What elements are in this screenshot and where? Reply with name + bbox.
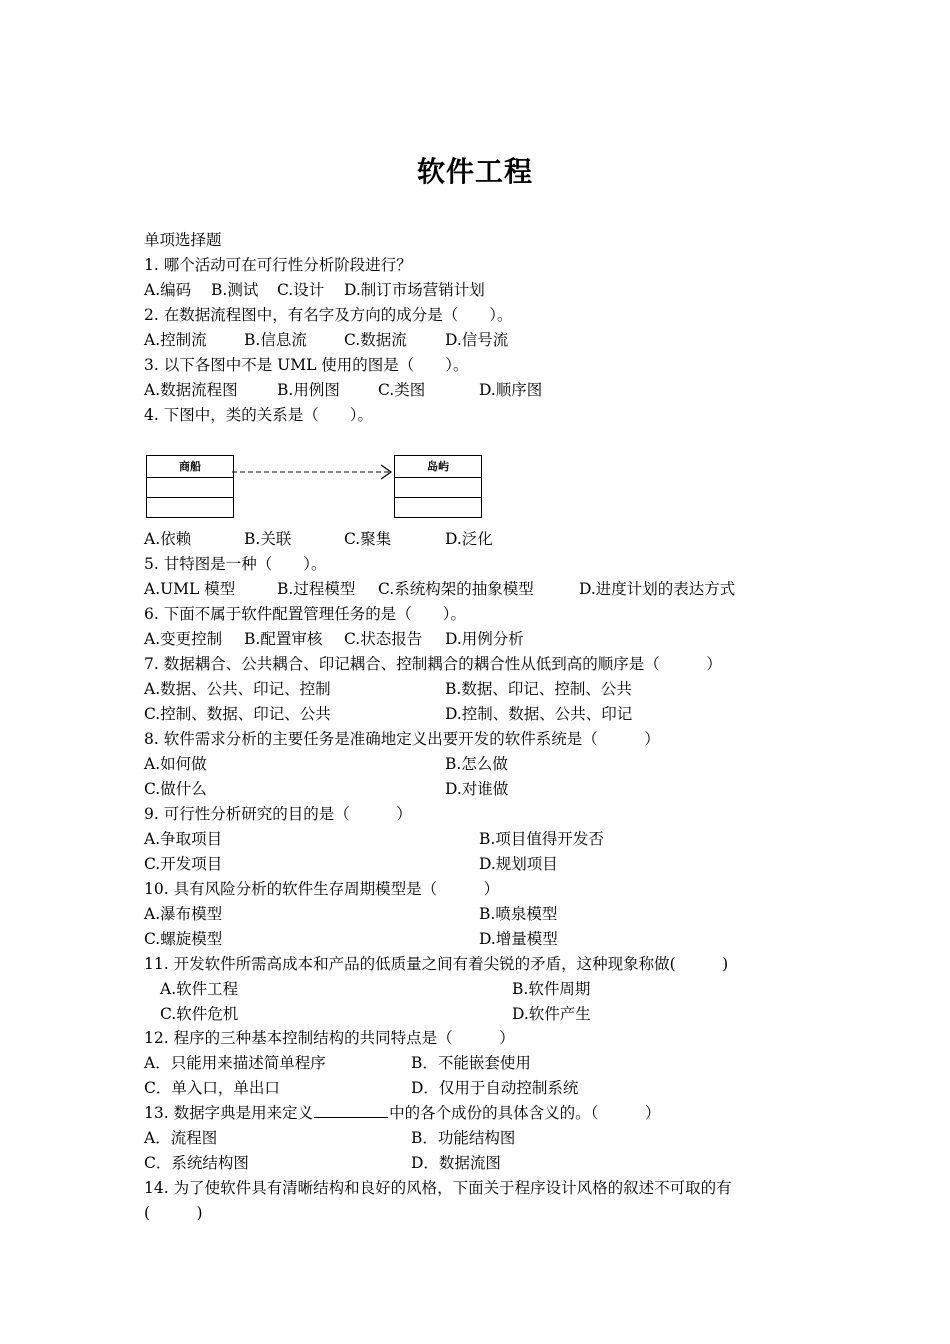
page-title: 软件工程 bbox=[416, 155, 533, 188]
q12-option-c: C．单入口，单出口 bbox=[144, 1079, 280, 1097]
q4-option-c: C.聚集 bbox=[344, 530, 392, 548]
q13-option-b: B．功能结构图 bbox=[411, 1129, 516, 1147]
uml-class-name-left: 商船 bbox=[147, 456, 233, 478]
q5-option-a: A.UML 模型 bbox=[144, 580, 236, 598]
q5-option-d: D.进度计划的表达方式 bbox=[579, 580, 736, 598]
q11-option-a: A.软件工程 bbox=[160, 980, 239, 998]
q6-option-b: B.配置审核 bbox=[244, 630, 323, 648]
uml-class-operations-left bbox=[147, 498, 233, 517]
q11-stem: 11. 开发软件所需高成本和产品的低质量之间有着尖锐的矛盾，这种现象称做( ) bbox=[144, 955, 729, 973]
q9-option-a: A.争取项目 bbox=[144, 830, 223, 848]
q8-option-c: C.做什么 bbox=[144, 780, 207, 798]
q10-option-b: B.喷泉模型 bbox=[479, 905, 558, 923]
q13-stem bbox=[144, 1103, 660, 1123]
q8-stem: 8. 软件需求分析的主要任务是准确地定义出要开发的软件系统是（ ） bbox=[144, 730, 660, 748]
q1-option-d: D.制订市场营销计划 bbox=[344, 281, 485, 299]
q3-option-c: C.类图 bbox=[378, 381, 426, 399]
q3-option-d: D.顺序图 bbox=[479, 381, 543, 399]
q5-stem: 5. 甘特图是一种（ ）。 bbox=[144, 555, 327, 573]
uml-class-box-left bbox=[146, 455, 234, 518]
q13-option-c: C．系统结构图 bbox=[144, 1154, 249, 1172]
q8-option-a: A.如何做 bbox=[144, 755, 207, 773]
q4-option-d: D.泛化 bbox=[445, 530, 493, 548]
q7-option-a: A.数据、公共、印记、控制 bbox=[144, 680, 331, 698]
q3-stem: 3. 以下各图中不是 UML 使用的图是（ ）。 bbox=[144, 356, 469, 374]
uml-class-box-right bbox=[394, 455, 482, 518]
q1-stem: 1. 哪个活动可在可行性分析阶段进行？ bbox=[144, 256, 412, 274]
section-heading: 单项选择题 bbox=[144, 231, 222, 249]
q2-option-a: A.控制流 bbox=[144, 331, 207, 349]
q12-option-d: D．仅用于自动控制系统 bbox=[411, 1079, 579, 1097]
q11-option-c: C.软件危机 bbox=[160, 1005, 239, 1023]
q2-option-d: D.信号流 bbox=[445, 331, 509, 349]
q14-stem: 14. 为了使软件具有清晰结构和良好的风格，下面关于程序设计风格的叙述不可取的有 bbox=[144, 1179, 732, 1197]
q1-option-a: A.编码 bbox=[144, 281, 192, 299]
q11-option-d: D.软件产生 bbox=[512, 1005, 591, 1023]
q1-option-c: C.设计 bbox=[277, 281, 325, 299]
q9-option-b: B.项目值得开发否 bbox=[479, 830, 604, 848]
q12-stem: 12. 程序的三种基本控制结构的共同特点是（ ） bbox=[144, 1029, 515, 1047]
uml-class-attributes-left bbox=[147, 478, 233, 498]
q6-stem: 6. 下面不属于软件配置管理任务的是（ ）。 bbox=[144, 605, 466, 623]
q13-stem-after-blank: 中的各个成份的具体含义的。（ ） bbox=[389, 1104, 661, 1122]
q12-option-a: A．只能用来描述简单程序 bbox=[144, 1054, 326, 1072]
q4-option-a: A.依赖 bbox=[144, 530, 192, 548]
q9-option-c: C.开发项目 bbox=[144, 855, 223, 873]
uml-class-name-right: 岛屿 bbox=[395, 456, 481, 478]
q13-fill-blank bbox=[314, 1103, 388, 1118]
q11-option-b: B.软件周期 bbox=[512, 980, 591, 998]
q13-option-a: A．流程图 bbox=[144, 1129, 218, 1147]
q10-option-c: C.螺旋模型 bbox=[144, 930, 223, 948]
q2-stem: 2. 在数据流程图中，有名字及方向的成分是（ ）。 bbox=[144, 306, 513, 324]
q2-option-b: B.信息流 bbox=[244, 331, 307, 349]
q5-option-b: B.过程模型 bbox=[277, 580, 356, 598]
q3-option-b: B.用例图 bbox=[277, 381, 340, 399]
q5-option-c: C.系统构架的抽象模型 bbox=[378, 580, 534, 598]
q8-option-d: D.对谁做 bbox=[445, 780, 509, 798]
q6-option-c: C.状态报告 bbox=[344, 630, 423, 648]
q7-stem: 7. 数据耦合、公共耦合、印记耦合、控制耦合的耦合性从低到高的顺序是（ ） bbox=[144, 655, 722, 673]
q7-option-d: D.控制、数据、公共、印记 bbox=[445, 705, 633, 723]
q8-option-b: B.怎么做 bbox=[445, 755, 508, 773]
q6-option-a: A.变更控制 bbox=[144, 630, 223, 648]
q7-option-c: C.控制、数据、印记、公共 bbox=[144, 705, 331, 723]
q10-stem: 10. 具有风险分析的软件生存周期模型是（ ） bbox=[144, 880, 500, 898]
uml-class-operations-right bbox=[395, 498, 481, 517]
q12-option-b: B．不能嵌套使用 bbox=[411, 1054, 531, 1072]
q9-stem: 9. 可行性分析研究的目的是（ ） bbox=[144, 805, 412, 823]
q7-option-b: B.数据、印记、控制、公共 bbox=[445, 680, 632, 698]
q4-option-b: B.关联 bbox=[244, 530, 292, 548]
q10-option-a: A.瀑布模型 bbox=[144, 905, 223, 923]
dependency-arrow bbox=[232, 462, 396, 482]
q9-option-d: D.规划项目 bbox=[479, 855, 558, 873]
q13-option-d: D．数据流图 bbox=[411, 1154, 501, 1172]
q2-option-c: C.数据流 bbox=[344, 331, 407, 349]
q14-stem-continued: ( ) bbox=[144, 1204, 203, 1222]
uml-class-attributes-right bbox=[395, 478, 481, 498]
q10-option-d: D.增量模型 bbox=[479, 930, 558, 948]
q3-option-a: A.数据流程图 bbox=[144, 381, 238, 399]
q13-stem-before-blank: 13. 数据字典是用来定义 bbox=[144, 1104, 314, 1122]
q1-option-b: B.测试 bbox=[211, 281, 259, 299]
q6-option-d: D.用例分析 bbox=[445, 630, 524, 648]
q4-stem: 4. 下图中，类的关系是（ ）。 bbox=[144, 406, 373, 424]
